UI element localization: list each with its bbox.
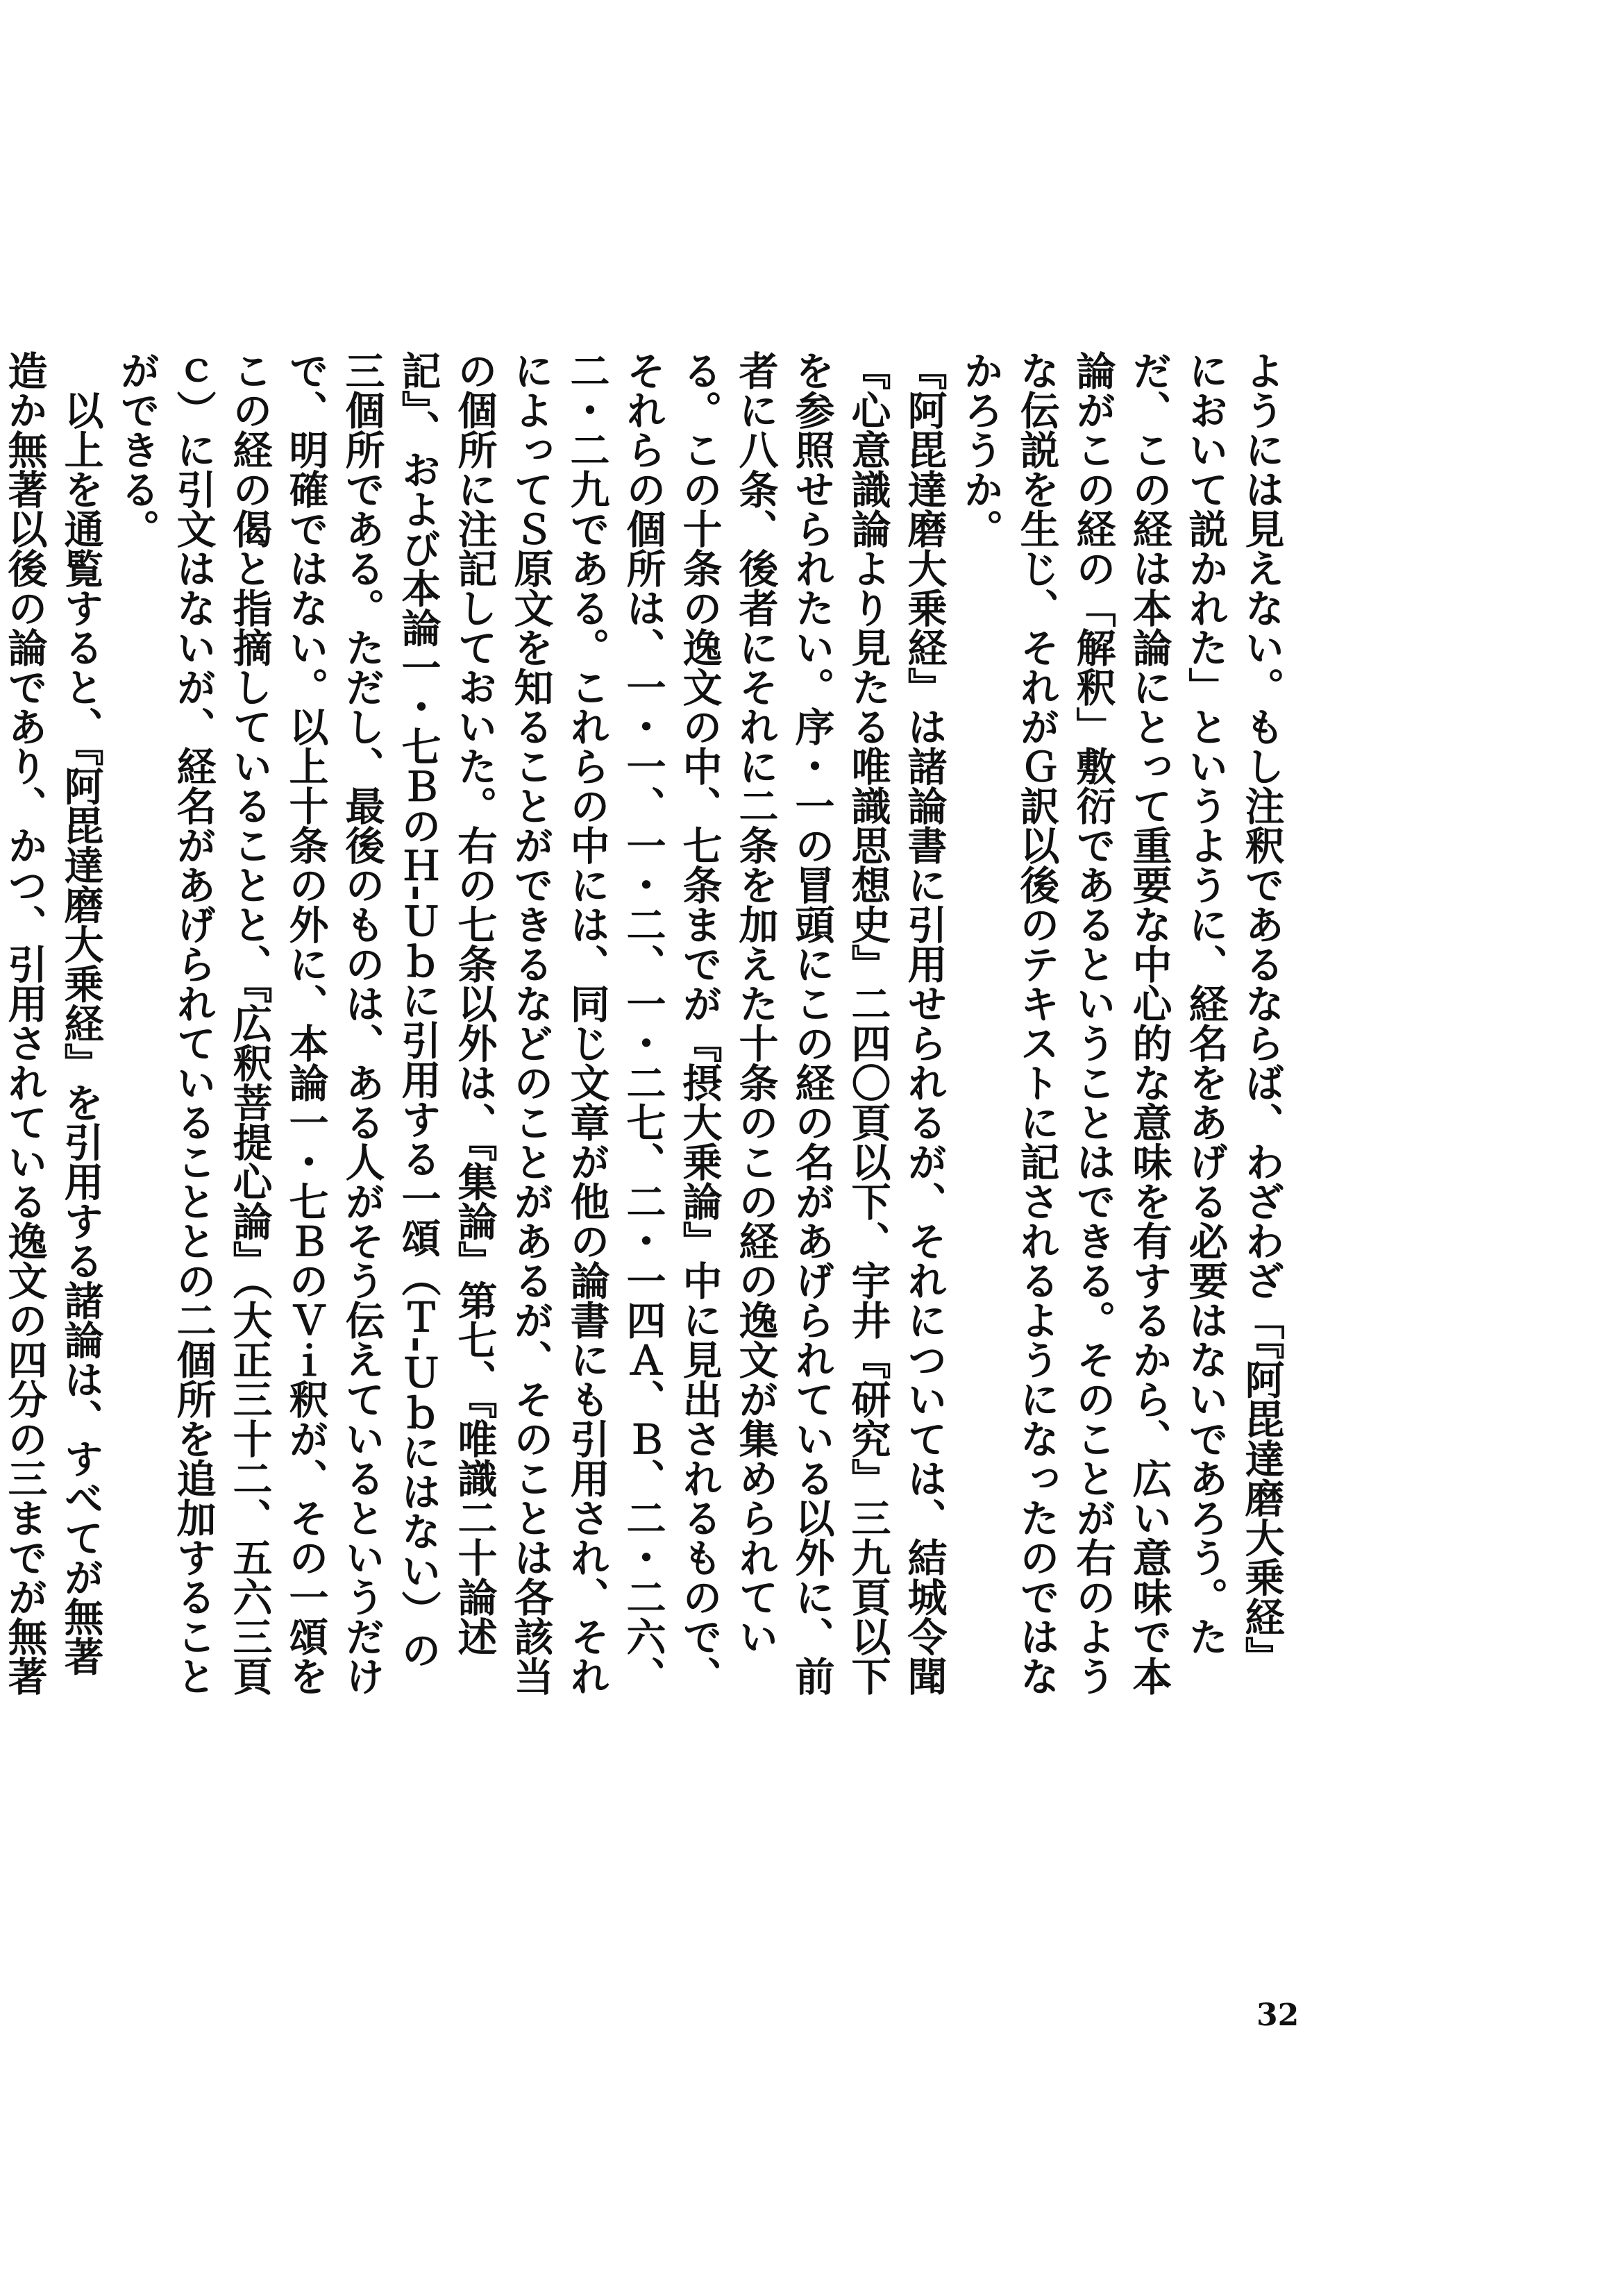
paragraph-1: ようには見えない。もし注釈であるならば、わざわざ「『阿毘達磨大乗経』において説かれた」というように、経名をあげる必要はないであろう。ただ、この経は本論にとって重要な中心的な意味を有するから、広い意味で本論がこの経の「解釈」敷衍であるということはできる。そのことが右のような伝説を生じ、それがＧ訳以後のテキストに記されるようになったのではなかろうか。 [957, 351, 1285, 1696]
body-text [1, 351, 1290, 1704]
paragraph-2: 『阿毘達磨大乗経』は諸論書に引用せられるが、それについては、結城令聞『心意識論より見たる唯識思想史』二四〇頁以下、宇井『研究』三九頁以下を参照せられたい。序・一の冒頭にこの経の名があげられている以外に、前者に八条、後者にそれに二条を加えた十条のこの経の逸文が集められている。この十条の逸文の中、七条までが『摂大乗論』中に見出されるもので、それらの個所は、一・一、一・二、一・二七、二・一四Ａ、Ｂ、二・二六、二・二九である。これらの中には、同じ文章が他の論書にも引用され、それによってＳ原文を知ることができるなどのことがあるが、そのことは各該当の個所に注記しておいた。右の七条以外は、『集論』第七、『唯識二十論述記』、および本論一・七ＢのＨ-Ｕｂに引用する一頌（Ｔ-Ｕｂにはない）の三個所である。ただし、最後のものは、ある人がそう伝えているというだけで、明確ではない。以上十条の外に、本論一・七ＢのＶｉ釈が、その一頌をこの経の偈と指摘していることと、『広釈菩提心論』（大正三十二、五六三頁ｃ）に引文はないが、経名があげられていることとの二個所を追加することができる。 [114, 351, 948, 1696]
paragraph-3: 以上を通覧すると、『阿毘達磨大乗経』を引用する諸論は、すべてが無著造か無著以後の論であり、かつ、引用されている逸文の四分の三までが無著 [1, 351, 104, 1696]
page-number: 32 [1256, 1998, 1300, 2033]
